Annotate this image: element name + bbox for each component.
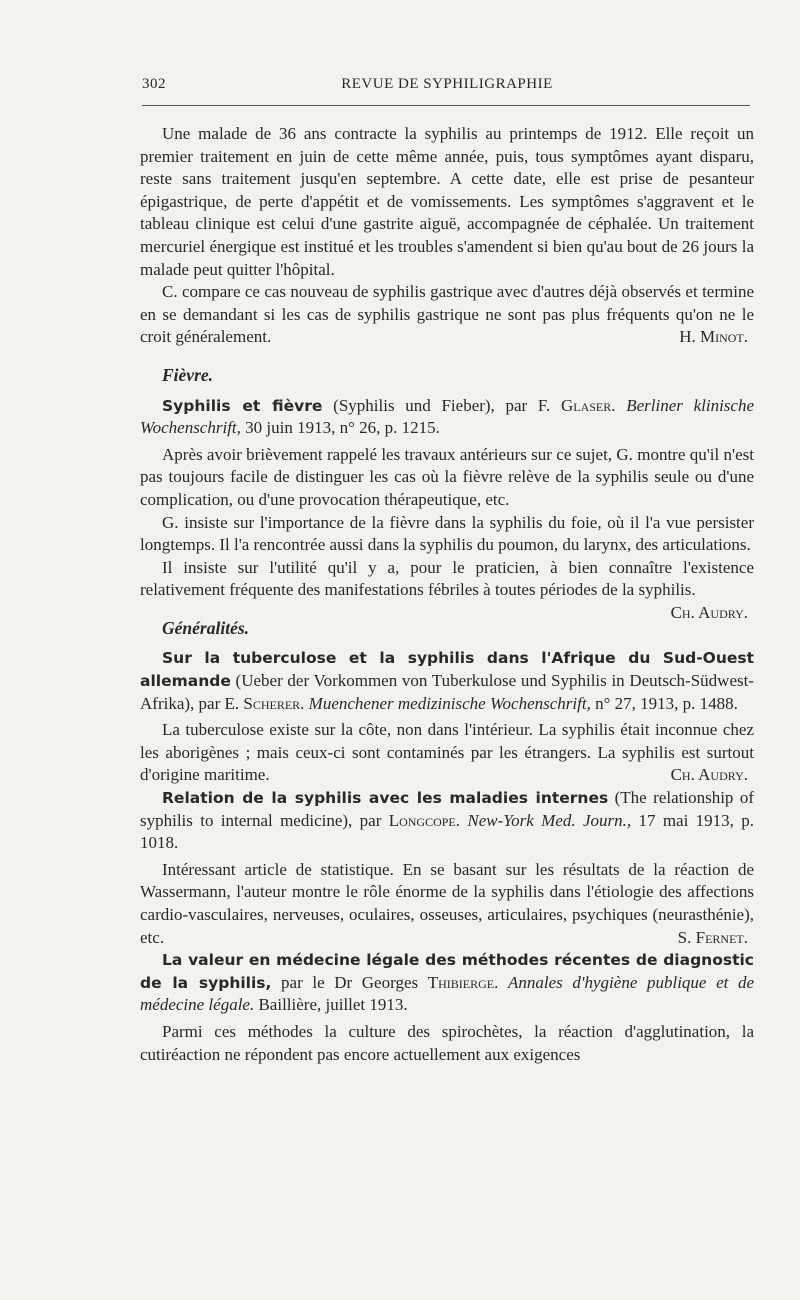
intro-paragraph: Une malade de 36 ans contracte la syphilis au printemps de 1912. Elle reçoit un premier traitement en juin de cette même année, puis, tous symptômes ayant disparu, reste sans traitement jusqu'en septembre. A cette date, elle est prise de pesanteur épigastrique, de perte d'appétit et de vomissements. Les symptômes s'aggravent et le tableau clinique est celui d'une gastrite aiguë, accompagnée de céphalée. Un traitement mercuriel énergique est institué et les troubles s'amendent si bien qu'au bout de 26 jours la malade peut quitter l'hôpital. [140, 124, 754, 279]
page-number: 302 [142, 76, 166, 92]
journal-name: Muenchener medizinische Wochenschrift, [308, 693, 591, 713]
article-reference [140, 395, 754, 440]
intro-text: C. compare ce cas nouveau de syphilis gastrique avec d'autres déjà observés et termine en se demandant si les cas de syphilis gastrique ne sont pas plus fréquents qu'on ne le croit généralement. [140, 282, 754, 347]
reference-text: (Syphilis und Fieber), par F. [322, 395, 561, 415]
journal-name: Berliner klinische Wochenschrift, [140, 395, 755, 438]
article-title: La valeur en médecine légale des méthodes récentes de diagnostic de la syphilis, [140, 951, 754, 992]
article-reference: Sur la tuberculose et la syphilis dans l'Afrique du Sud-Ouest allemande (Ueber der Vorkommen von Tuberkulose und Syphilis in Deutsch-Südwest-Afrika), par E. Scherer. Muenchener medizinische Wochenschrift, n° 27, 1913, p. 1488. [140, 649, 754, 713]
author-name: Longcope. [388, 810, 461, 830]
article-title: Syphilis et fièvre [162, 396, 323, 415]
signature: H. Minot. [679, 327, 748, 347]
running-title: REVUE DE SYPHILIGRAPHIE [341, 76, 553, 92]
article-paragraph: G. insiste sur l'importance de la fièvre dans la syphilis du foie, où il l'a vue persister longtemps. Il l'a rencontrée aussi dans la syphilis du poumon, du larynx, des articulations. [140, 512, 754, 555]
article-title: Relation de la syphilis avec les maladies internes [162, 789, 609, 808]
article-paragraph: Intéressant article de statistique. En se basant sur les résultats de la réaction de Wassermann, l'auteur montre le rôle énorme de la syphilis dans l'étiologie des affections cardio-vasculaires, nerveuses, oculaires, osseuses, articulaires, psychiques (neurasthénie), etc. S. Fernet. [140, 859, 754, 949]
signature: Ch. Audry. [670, 765, 748, 785]
article-paragraph: Après avoir brièvement rappelé les travaux antérieurs sur ce sujet, G. montre qu'il n'est pas toujours facile de distinguer les cas où la fièvre relève de la syphilis seule ou d'une complication, ou d'une provocation thérapeutique, etc. [140, 444, 754, 509]
section-heading: Généralités. [162, 617, 250, 638]
article-reference: La valeur en médecine légale des méthodes récentes de diagnostic de la syphilis, par le Dr Georges Thibierge. Annales d'hygiène publique et de médecine légale. Baillière, juillet 1913. [140, 951, 755, 1015]
author-name: Thibierge. [427, 972, 499, 992]
running-header [142, 76, 752, 100]
author-name: Glaser. [560, 395, 616, 415]
author-name: Scherer. [243, 693, 305, 713]
article-paragraph: Il insiste sur l'utilité qu'il y a, pour le praticien, à bien connaître l'existence relativement fréquente des manifestations fébriles à toutes périodes de la syphilis. Ch. Audry. [140, 557, 754, 602]
article-reference: Relation de la syphilis avec les maladies internes (The relationship of syphilis to internal medicine), par Longcope. New-York Med. Journ., 17 mai 1913, p. 1018. [140, 788, 755, 853]
journal-name: New-York Med. Journ., [467, 810, 632, 830]
intro-paragraph-2 [140, 281, 754, 349]
page-body [140, 123, 754, 1066]
journal-name: Annales d'hygiène publique et de médecine légale. [140, 972, 755, 1015]
reference-details: 30 juin 1913, n° 26, p. 1215. [240, 418, 440, 438]
article-paragraph: La tuberculose existe sur la côte, non dans l'intérieur. La syphilis était inconnue chez les aborigènes ; mais ceux-ci sont contaminés par les étrangers. La syphilis est surtout d'origine maritime. Ch. Audry. [140, 719, 754, 787]
article-title: Sur la tuberculose et la syphilis dans l'Afrique du Sud-Ouest allemande [140, 649, 754, 691]
header-rule [142, 105, 750, 106]
article-paragraph: Parmi ces méthodes la culture des spirochètes, la réaction d'agglutination, la cutiréaction ne répondent pas encore actuellement aux exigences [140, 1021, 754, 1064]
signature: S. Fernet. [677, 927, 748, 947]
signature: Ch. Audry. [670, 602, 748, 622]
section-heading: Fièvre. [162, 364, 214, 385]
